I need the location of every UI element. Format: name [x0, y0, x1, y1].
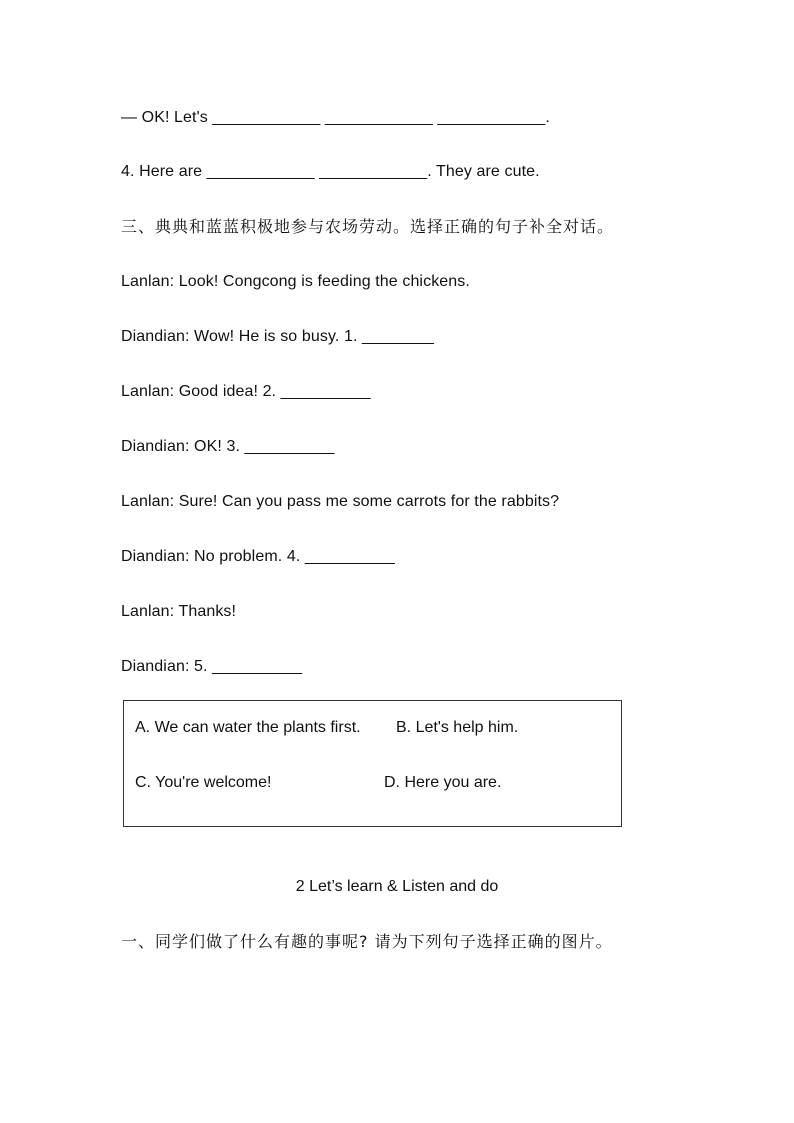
section-1-heading: 一、同学们做了什么有趣的事呢? 请为下列句子选择正确的图片。 — [121, 932, 613, 951]
dialogue-line-7: Lanlan: Thanks! — [121, 603, 237, 620]
dialogue-line-4: Diandian: OK! 3. __________ — [121, 438, 335, 455]
section-3-heading: 三、典典和蓝蓝积极地参与农场劳动。选择正确的句子补全对话。 — [121, 217, 615, 236]
section-2-title: 2 Let’s learn & Listen and do — [295, 878, 499, 895]
dialogue-line-3: Lanlan: Good idea! 2. __________ — [121, 383, 371, 400]
options-box — [123, 700, 622, 827]
dialogue-line-6: Diandian: No problem. 4. __________ — [121, 548, 395, 565]
dialogue-line-5: Lanlan: Sure! Can you pass me some carrots for the rabbits? — [121, 493, 560, 510]
fill-in-line-here-are: 4. Here are ____________ ____________. They are cute. — [121, 163, 540, 180]
option-d: D. Here you are. — [384, 774, 502, 791]
dialogue-line-2: Diandian: Wow! He is so busy. 1. ________ — [121, 328, 435, 345]
option-a: A. We can water the plants first. — [135, 719, 361, 736]
dialogue-line-1: Lanlan: Look! Congcong is feeding the chickens. — [121, 273, 470, 290]
option-b: B. Let's help him. — [396, 719, 519, 736]
dialogue-line-8: Diandian: 5. __________ — [121, 658, 303, 675]
fill-in-line-lets: — OK! Let's ____________ ____________ ____________. — [121, 109, 550, 126]
option-c: C. You're welcome! — [135, 774, 272, 791]
